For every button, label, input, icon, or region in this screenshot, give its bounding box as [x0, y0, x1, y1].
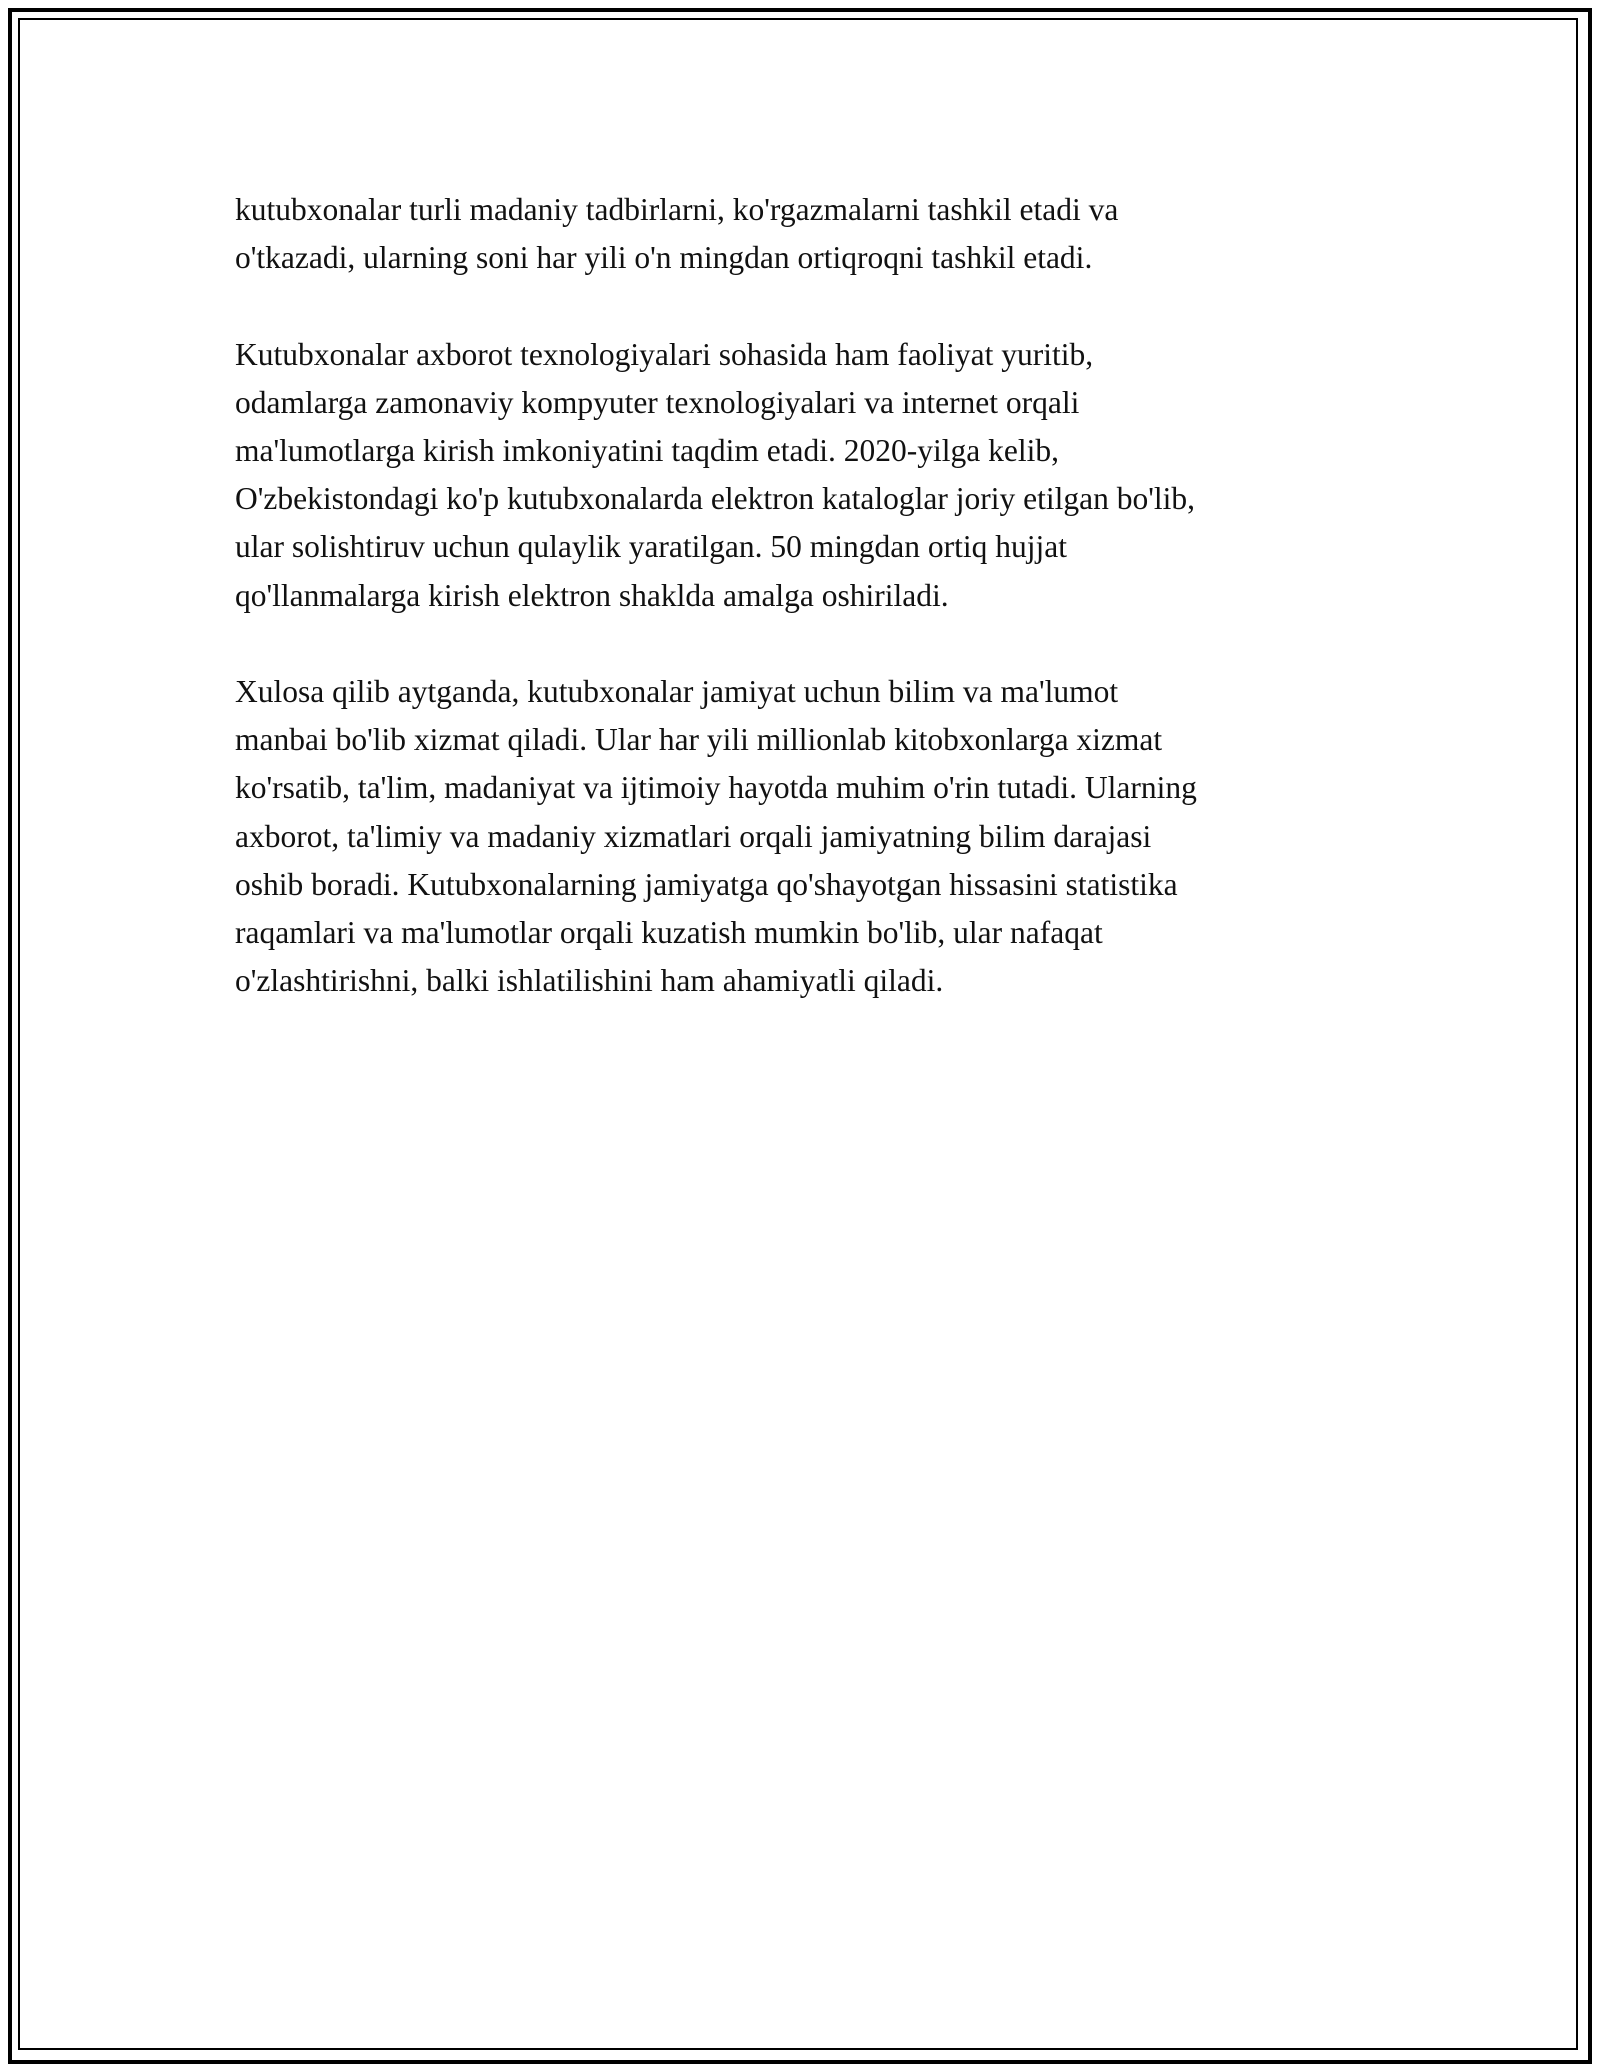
paragraph-line: raqamlari va ma'lumotlar orqali kuzatish mumkin bo'lib, ular nafaqat [235, 915, 1103, 951]
paragraph-line: axborot, ta'limiy va madaniy xizmatlari orqali jamiyatning bilim darajasi [235, 818, 1152, 854]
paragraph-line: oshib boradi. Kutubxonalarning jamiyatga qo'shayotgan hissasini statistika [235, 866, 1178, 902]
paragraph-line: ma'lumotlarga kirish imkoniyatini taqdim etadi. 2020-yilga kelib, [235, 433, 1059, 468]
paragraph-line: o'zlashtirishni, balki ishlatilishini ham ahamiyatli qiladi. [235, 963, 944, 999]
paragraph-line: O'zbekistondagi ko'p kutubxonalarda elektron kataloglar joriy etilgan bo'lib, [235, 481, 1196, 517]
paragraph-line: ko'rsatib, ta'lim, madaniyat va ijtimoiy hayotda muhim o'rin tutadi. Ularning [235, 770, 1197, 806]
paragraph-line: manbai bo'lib xizmat qiladi. Ular har yili millionlab kitobxonlarga xizmat [235, 722, 1163, 758]
paragraph-2 [235, 331, 1365, 620]
paragraph-line: kutubxonalar turli madaniy tadbirlarni, ko'rgazmalarni tashkil etadi va [235, 192, 1119, 227]
paragraph-line: o'tkazadi, ularning soni har yili o'n mingdan ortiqroqni tashkil etadi. [235, 240, 1093, 276]
paragraph-line: ular solishtiruv uchun qulaylik yaratilgan. 50 mingdan ortiq hujjat [235, 529, 1067, 565]
paragraph-3 [235, 668, 1365, 1005]
paragraph-1 [235, 186, 1365, 282]
paragraph-line: qo'llanmalarga kirish elektron shaklda amalga oshiriladi. [235, 577, 949, 613]
paragraph-line: odamlarga zamonaviy kompyuter texnologiyalari va internet orqali [235, 384, 1080, 420]
paragraph-line: Kutubxonalar axborot texnologiyalari sohasida ham faoliyat yuritib, [235, 336, 1094, 372]
document-body [235, 186, 1365, 1054]
paragraph-line: Xulosa qilib aytganda, kutubxonalar jamiyat uchun bilim va ma'lumot [235, 674, 1119, 709]
